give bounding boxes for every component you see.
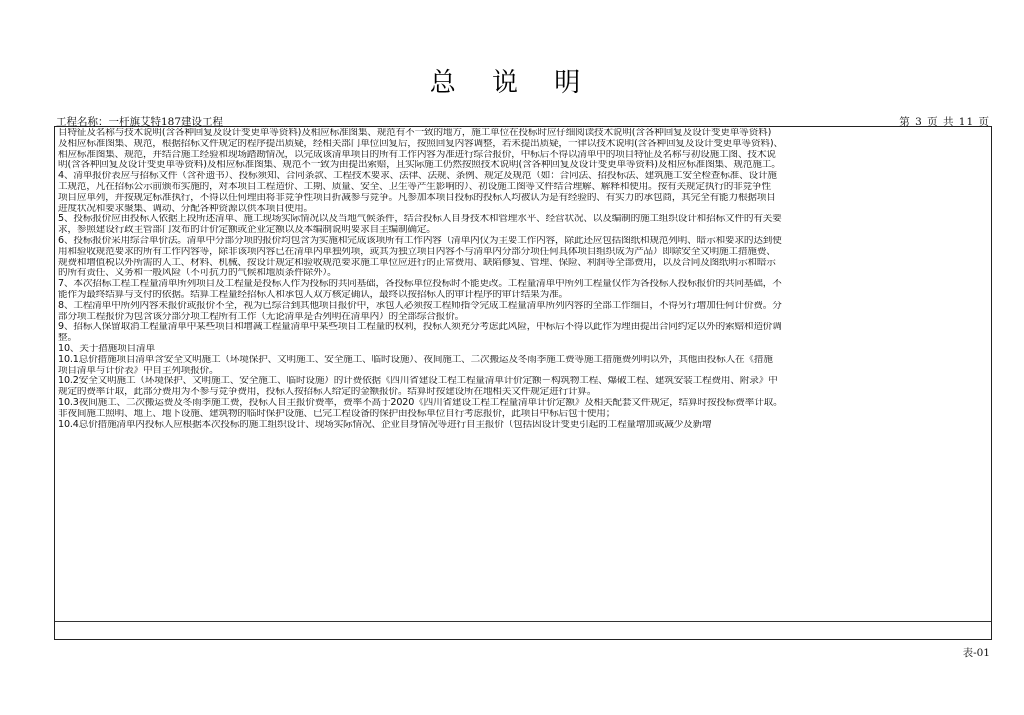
body-line: 非夜间施工照明、地上、地下设施、建筑物的临时保护设施、已完工程设备的保护由投标单位自行考虑报价，此项目中标后包干使用； — [58, 408, 616, 419]
body-line: 9、招标人保留取消工程量清单中某些项目和增减工程量清单中某些项目工程量的权利，投标人须充分考虑此风险，中标后不得以此作为理由提出合同约定以外的索赔和造价调 — [58, 322, 782, 333]
body-line: 项目应单列，并按规定标准执行，不得以任何理由将非竞争性项目折减参与竞争。凡参加本项目投标的投标人均被认为是有经验的、有实力的承包商，其完全有能力根据项目 — [58, 192, 776, 203]
body-line: 目特征及名称与技术说明(含各种回复及设计变更单等资料)及相应标准图集、规范有不一致的地方，施工单位在投标时应仔细阅读技术说明(含各种回复及设计变更单等资料) — [58, 128, 772, 138]
body-line: 明(含各种回复及设计变更单等资料)及相应标准图集、规范不一致为由提出索赔，且实际施工仍然按照技术说明(含各种回复及设计变更单等资料)及相应标准图集、规范施工。 — [58, 160, 781, 171]
body-line: 10.2安全文明施工（环境保护、文明施工、安全施工、临时设施）的计费依据《四川省建设工程工程量清单计价定额－构筑物工程、爆破工程、建筑安装工程费用、附录》中 — [58, 376, 778, 387]
body-line: 项目清单与计价表》中自主列项报价。 — [58, 365, 219, 376]
project-name: 工程名称：一杆旗艾特187建设工程 — [56, 116, 224, 128]
body-line: 4、清单报价表应与招标文件（含补遗书）、投标须知、合同条款、工程技术要求、法律、法规、条例、规定及规范（如：合同法、招投标法、建筑施工安全检查标准、设计施 — [58, 171, 777, 182]
body-line: 整。 — [58, 333, 77, 344]
body-line: 进度状况和要求聚集、调动、分配各种资源以供本项目使用。 — [58, 203, 313, 214]
body-line: 部分项工程报价为包含该分部分项工程所有工作（无论清单是否列明在清单内）的全部综合报价。 — [58, 311, 465, 322]
body-line: 规定的费率计取，此部分费用为不参与竞争费用，投标人按招标人给定的金额报价。结算时按建设所在地相关文件规定进行计算。 — [58, 387, 597, 398]
body-line: 10.4总价措施清单内投标人应根据本次投标的施工组织设计、现场实际情况、企业自身情况等进行自主报价（包括因设计变更引起的工程量增加或减少及新增 — [58, 419, 712, 430]
body-line: 相应标准图集、规范，并结合施工经验和现场踏勘情况，以完成该清单项目的所有工作内容为准进行综合报价，中标后不得以清单中的项目特征及名称与初设施工图、技术说 — [58, 149, 776, 160]
table-bottom-rule — [55, 621, 991, 622]
body-line: 5、投标报价应由投标人依据上段所述清单、施工现场实际情况以及当地气候条件，结合投标人自身技术和管理水平、经营状况、以及编制的施工组织设计和招标文件的有关要 — [58, 214, 782, 225]
body-line: 的所有责任、义务和一般风险（不可抗力的气候和地质条件除外）。 — [58, 268, 337, 279]
body-line: 10.3夜间施工、二次搬运费及冬雨季施工费，投标人自主报价费率，费率不高于2020《四川省建设工程工程量清单计价定额》及相关配套文件规定，结算时按投标费率计取。 — [58, 397, 783, 408]
body-line: 求，参照建设行政主管部门发布的计价定额或企业定额以及本编制说明要求自主编制确定。 — [58, 225, 436, 236]
page-title: 总 说 明 — [429, 68, 595, 98]
body-line: 工规范，凡在招标公示前颁布实施的，对本项目工程造价、工期、质量、安全、卫生等产生影响的）、初设施工图等文件结合理解、解释和使用。按有关规定执行的非竞争性 — [58, 181, 771, 192]
body-line: 及相应标准图集、规范，根据招标文件规定的程序提出质疑，经相关部门单位回复后，按照回复内容调整，若未提出质疑，一律以技术说明(含各种回复及设计变更单等资料)、 — [58, 138, 783, 149]
description-table — [54, 126, 992, 640]
body-line: 7、本次招标工程工程量清单所列项目及工程量是投标人作为投标的共同基础，各投标单位投标时不能更改。工程量清单中所列工程量仅作为各投标人投标报价的共同基础，不 — [58, 279, 782, 290]
form-code: 表-01 — [962, 647, 990, 659]
body-line: 用和验收规范要求的所有工作内容等，除非该项内容已在清单内单独列项，或其为独立项目内容不与清单内分部分项任何具体项目组织成为产品）即除安全文明施工措施费、 — [58, 246, 776, 257]
body-line: 10、关于措施项目清单 — [58, 343, 155, 354]
body-line: 10.1总价措施项目清单含安全文明施工（环境保护、文明施工、安全施工、临时设施）、夜间施工、二次搬运及冬雨季施工费等施工措施费列明以外，其他由投标人在《措施 — [58, 354, 773, 365]
body-line: 规费和增值税以外所需的人工、材料、机械、按设计规定和验收规范要求施工单位应进行的正常费用、缺陷修复、管理、保险、利润等全部费用，以及合同及图纸明示和暗示 — [58, 257, 776, 268]
description-body — [58, 128, 988, 430]
body-line: 8、工程清单中所列内容未报价或报价不全，视为已综合到其他项目报价中，承包人必须按工程师指令完成工程量清单所列内容的全部工作细目，不得另行增加任何计价费。分 — [58, 300, 782, 311]
body-line: 6、投标报价采用综合单价法。清单中分部分项的报价均包含为实施和完成该项所有工作内容（清单内仅为主要工作内容，除此还应包括图纸和规范列明、暗示和要求的达到使 — [58, 235, 782, 246]
page-info: 第 3 页 共 11 页 — [899, 116, 990, 128]
body-line: 能作为最终结算与支付的依据。结算工程量经招标人和承包人双方核定确认，最终以按招标人的审计程序的审计结果为准。 — [58, 289, 568, 300]
